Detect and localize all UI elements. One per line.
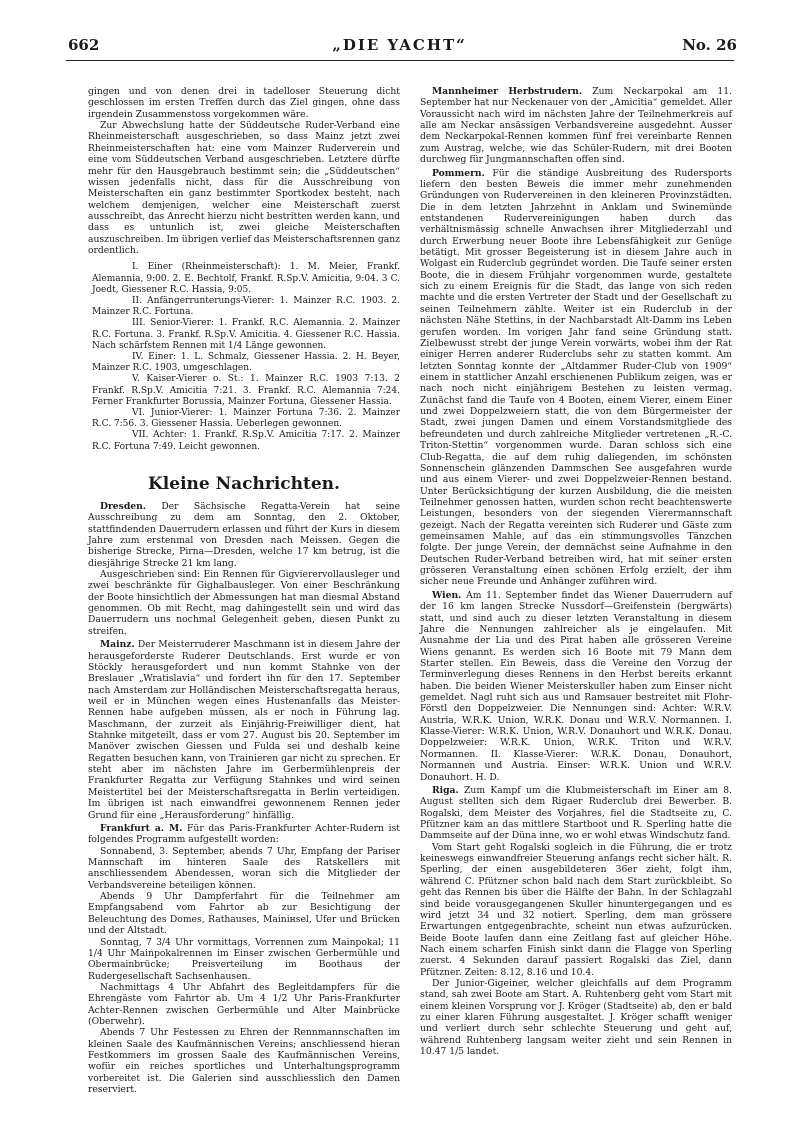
page-number: 662 — [68, 36, 100, 54]
news-item — [88, 823, 400, 846]
news-item — [420, 978, 732, 1058]
news-lead: Dresden. — [100, 500, 146, 512]
news-lead: Mainz. — [100, 639, 135, 651]
news-item — [420, 785, 732, 842]
news-item — [420, 590, 732, 783]
news-lead: Riga. — [432, 784, 459, 796]
news-item — [420, 168, 732, 588]
news-lead: Mannheimer Herbstrudern. — [432, 86, 583, 97]
news-item — [88, 501, 400, 569]
news-lead: Wien. — [432, 589, 462, 601]
result-item: VII. Achter: 1. Frankf. R.Sp.V. Amicitia 7:17. 2. Mainzer R.C. Fortuna 7:49. Leicht gewonnen. — [92, 430, 400, 452]
news-text: Zum Kampf um die Klubmeisterschaft im Einer am 8. August stellten sich dem Rigaer Ruderclub drei Bewerber. B. Rogalski, dem Meister des Vorjahres, fiel die Stadtseite zu, C. Pfützner kam an das mittlere Startboot und R. Sperling hatte die Dammseite auf der Düna inne, wo er wohl etwas Windschutz fand. — [420, 784, 732, 842]
header-rule — [66, 60, 734, 61]
result-item: VI. Junior-Vierer: 1. Mainzer Fortuna 7:36. 2. Mainzer R.C. 7:56. 3. Giessener Hassia. Ueberlegen gewonnen. — [92, 408, 400, 430]
result-item: V. Kaiser-Vierer o. St.: 1. Mainzer R.C. 1903 7:13. 2 Frankf. R.Sp.V. Amicitia 7:21. 3. Frankf. R.C. Alemannia 7:24. Ferner Frankfurter Borussia, Mainzer Fortuna, Giessener Hassia. — [92, 374, 400, 407]
news-text: Nachmittags 4 Uhr Abfahrt des Begleitdampfers für die Ehrengäste vom Fahrtor ab. Um 4 1/2 Uhr Paris-Frankfurter Achter-Rennen zwischen Gerbermühle und Alter Mainbrücke (Oberwehr). — [88, 981, 400, 1028]
news-text: Der Junior-Gigeiner, welcher gleichfalls auf dem Programm stand, sah zwei Boote am Start. A. Ruhtenberg geht vom Start mit einem kleinen Vorsprung vor J. Kröger (Stadtseite) ab, den er bald zu einer klaren Führung ausgestaltet. J. Kröger schafft weniger und verliert durch sehr schlechte Steuerung und geht auf, während Ruhtenberg langsam weiter zieht und sein Rennen in 10.47 1/5 landet. — [420, 978, 732, 1058]
news-text: Sonntag, 7 3/4 Uhr vormittags, Vorrennen zum Mainpokal; 11 1/4 Uhr Mainpokalrennen im Einser zwischen Gerbermühle und Obermainbrücke; Preisverteilung im Boothaus der Rudergesellschaft Sachsenhausen. — [88, 936, 400, 982]
news-text: Der Meisterruderer Maschmann ist in diesem Jahre der herausgeforderste Ruderer Deutschlands. Erst wurde er von Stöckly herausgefordert und nun kommt Stahnke von der Breslauer „Wratislavia“ und fordert ihn für den 17. September nach Amsterdam zur Holländischen Meisterschaftsregatta heraus, weil er in München wegen eines Hustenanfalls das Meister-Rennen habe aufgeben müssen, als er noch in Führung lag. Maschmann, der zurzeit als Einjährig-Freiwilliger dient, hat Stahnke mitgeteilt, dass er vom 27. August bis 20. September im Manöver zwischen Giessen und Fulda sei und deshalb keine Regatten besuchen kann, von Trainieren gar nicht zu sprechen. Er steht aber im nächsten Jahre im Gerbermühlenpreis der Frankfurter Regatta zur Verfügung Stahnkes und wird seinen Meistertitel bei der Meisterschaftsregatta in Berlin verteidigen. Im übrigen ist nach einwandfrei gewonnenem Rennen jeder Grund für eine „Herausforderung“ hinfällig. — [88, 639, 400, 821]
news-text: Abends 7 Uhr Festessen zu Ehren der Rennmannschaften im kleinen Saale des Kaufmännischen Vereins; anschliessend hieran Festkommers im grossen Saale des Kaufmännischen Vereins, wofür ein reiches sportliches und Unterhaltungsprogramm vorbereitet ist. Die Galerien sind ausschliesslich den Damen reserviert. — [88, 1027, 400, 1096]
result-item: IV. Einer: 1. L. Schmalz, Giessener Hassia. 2. H. Beyer, Mainzer R.C. 1903, umgeschlagen. — [92, 352, 400, 374]
issue-number: No. 26 — [682, 36, 737, 54]
news-lead: Frankfurt a. M. — [100, 822, 183, 834]
news-text: Für die ständige Ausbreitung des Rudersports liefern den besten Beweis die immer mehr zunehmenden Gründungen von Rudervereinen in den kleineren Provinzstädten. Die in dem letzten Jahrzehnt in Anklam und Swinemünde entstandenen Rudervereinigungen haben durch das verhältnismässig schnelle Anwachsen ihrer Mitgliederzahl und durch Erwerbung neuer Boote ihre Lebensfähigkeit zur Genüge betätigt. Mit grosser Begeisterung ist in diesem Jahre auch in Wolgast ein Ruderclub gegründet worden. Die Taufe seiner ersten Boote, die in diesem Frühjahr vorgenommen wurde, gestaltete sich zu einem Ereignis für die Stadt, das lange von sich reden machte und die ersten Vertreter der Stadt und der Gesellschaft zu seinen Teilnehmern zählte. Weiter ist ein Ruderclub in der nächsten Nähe Stettins, in der Nachbarstadt Alt-Damm ins Leben gerufen worden. Im vorigen Jahr fand seine Gründung statt. Zielbewusst strebt der junge Verein vorwärts, wobei ihm der Rat einiger Herren anderer Ruderclubs sehr zu statten kommt. Am letzten Sonntag konnte der „Altdammer Ruder-Club von 1909“ einem in stattlicher Anzahl erschienenen Publikum zeigen, was er nach noch nicht einjährigem Bestehen zu leisten vermag. Zunächst fand die Taufe von 4 Booten, einem Vierer, einem Einer und zwei Doppelzweiern statt, die von dem Bürgermeister der Stadt, zwei jungen Damen und einem Vorstandsmitgliede des befreundeten und durch zahlreiche Mitglieder vertretenen „R.-C. Triton-Stettin“ vorgenommen wurde. Daran schloss sich eine Club-Regatta, die auf dem ruhig daliegenden, im schönsten Sonnenschein glänzenden Dammschen See ausgefahren wurde und aus einem Vierer- und zwei Doppelzweier-Rennen bestand. Unter Berücksichtigung der kurzen Ausbildung, die die meisten Teilnehmer genossen hatten, wurden schon recht beachtenswerte Leistungen, besonders von der siegenden Vierermannschaft gezeigt. Nach der Regatta vereinten sich Ruderer und Gäste zum gemeinsamen Mahle, auf das ein stimmungsvolles Tänzchen folgte. Der junge Verein, der demnächst seine Aufnahme in den Deutschen Ruder-Verband betreiben wird, hat mit seiner ersten grösseren Veranstaltung einen schönen Erfolg erzielt, der ihm sicher neue Freunde und Anhänger zuführen wird. — [420, 167, 732, 588]
left-column — [88, 86, 400, 1096]
news-item — [88, 937, 400, 982]
result-item: I. Einer (Rheinmeisterschaft): 1. M. Meier, Frankf. Alemannia, 9:00. 2. E. Bechtolf, Frankf. R.Sp.V. Amicitia, 9:04. 3 C. Joedt, Giessener R.C. Hassia, 9:05. — [92, 262, 400, 295]
news-text: Der Sächsische Regatta-Verein hat seine Ausschreibung zu dem am Sonntag, den 2. Oktober, stattfindenden Dauerrudern erlassen und führt der Kurs in diesem Jahre zum erstenmal von Dresden nach Meissen. Gegen die bisherige Strecke, Pirna—Dresden, welche 17 km betrug, ist die diesjährige Strecke 21 km lang. — [88, 500, 400, 569]
news-item — [88, 1027, 400, 1095]
news-item — [88, 891, 400, 936]
news-text: Vom Start geht Rogalski sogleich in die Führung, die er trotz keineswegs einwandfreier Steuerung anfangs recht sicher hält. R. Sperling, der einen ausgebildeteren 36er zieht, folgt ihm, während C. Pfützner schon bald nach dem Start zurückbleibt. So geht das Rennen bis über die Hälfte der Bahn. In der Schlagzahl sind beide vorausgegangenen Skuller hinuntergegangen und es wird jetzt 34 und 32 notiert. Sperling, dem man grössere Erwartungen entgegenbrachte, scheint nun etwas aufzurücken. Beide Boote laufen dann eine Zeitlang fast auf gleicher Höhe. Nach einem scharfen Finish sinkt dann die Flagge von Sperling zuerst. 4 Sekunden darauf passiert Rogalski das Ziel, dann Pfützner. Zeiten: 8.12, 8.16 und 10.4. — [420, 841, 732, 978]
result-item: II. Anfängerrunterungs-Vierer: 1. Mainzer R.C. 1903. 2. Mainzer R.C. Fortuna. — [92, 296, 400, 318]
news-item — [88, 569, 400, 637]
news-text: Abends 9 Uhr Dampferfahrt für die Teilnehmer am Empfangsabend vom Fahrtor ab zur Besichtigung der Beleuchtung des Domes, Rathauses, Mainінsel, Ufer und Brücken und der Altstadt. — [88, 891, 400, 937]
paragraph: Zur Abwechslung hatte der Süddeutsche Ruder-Verband eine Rheinmeisterschaft ausgeschrieben, so dass Mainz jetzt zwei Rheinmeisterschaften hat: eine vom Mainzer Ruderverein und eine vom Süddeutschen Verband ausgeschrieben. Letztere dürfte mehr für den Hausgebrauch bestimmt sein; die „Süddeutschen“ wissen jedenfalls nicht, dass für die Ausschreibung von Meisterschaften ein ganz bestimmter Sportkodex besteht, nach welchem demjenigen, welcher eine Meisterschaft zuerst ausschreibt, das Anrecht hierzu nicht bestritten werden kann, und dass es untunlich ist, zwei gleiche Meisterschaften auszuschreiben. Im übrigen verlief das Meisterschaftsrennen ganz ordentlich. — [88, 120, 400, 257]
news-item — [88, 639, 400, 821]
news-text: Ausgeschrieben sind: Ein Rennen für Gigvierervollausleger und zwei beschränkte für Gighalbausleger. Von einer Beschränkung der Boote hinsichtlich der Abmessungen hat man diesmal Abstand genommen. Ob mit Recht, mag dahingestellt sein und wird das Dauerrudern uns nochmal Gelegenheit geben, diesen Punkt zu streifen. — [88, 569, 400, 637]
news-lead: Pommern. — [432, 167, 485, 179]
paragraph: gingen und von denen drei in tadelloser Steuerung dicht geschlossen im ersten Treffen durch das Ziel gingen, ohne dass irgendein Zusammenstoss vorgekommen wäre. — [88, 86, 400, 120]
news-text: Für das Paris-Frankfurter Achter-Rudern ist folgendes Programm aufgestellt worden: — [88, 822, 400, 846]
right-column — [420, 86, 732, 1058]
result-item: III. Senior-Vierer: 1. Frankf. R.C. Alemannia. 2. Mainzer R.C. Fortuna. 3. Frankf. R.Sp.V. Amicitia. 4. Giessener R.C. Hassia. Nach schärfstem Rennen mit 1/4 Länge gewonnen. — [92, 318, 400, 351]
news-item — [88, 982, 400, 1027]
journal-title: „DIE YACHT“ — [332, 36, 467, 54]
section-heading: Kleine Nachrichten. — [148, 473, 340, 494]
news-text: Zum Neckarpokal am 11. September hat nur Neckenauer von der „Amicitia“ gemeldet. Aller Voraussicht nach wird im nächsten Jahre der Teilnehmerkreis auf alle am Neckar ansässigen Verbandsvereine ausgedehnt. Ausser dem Neckarpokal-Rennen kommen fünf frei vereinbarte Rennen zum Austrag, welche, wie das Schüler-Rudern, mit drei Booten durchweg für Jungmannschaften offen sind. — [420, 86, 733, 166]
news-text: Am 11. September findet das Wiener Dauerrudern auf der 16 km langen Strecke Nussdorf—Greifenstein (bergwärts) statt, und sind auch zu dieser letzten Veranstaltung in diesem Jahre die Nennungen zahlreicher als je eingelaufen. Mit Ausnahme der Lia und des Pirat haben alle grösseren Vereine Wiens genannt. Es werden sich 16 Boote mit 79 Mann dem Starter stellen. Ein Beweis, dass die Vereine den Vorzug der Terminverlegung dieses Rennens in den Herbst bereits erkannt haben. Die beiden Wiener Meisterskuller haben zum Einser nicht gemeldet. Nagl ruht sich aus und Ramsauer bestreitet mit Flohr-Förstl den Doppelzweier. Die Nennungen sind: Achter: W.R.V. Austria, W.R.K. Union, W.R.K. Donau und W.R.V. Normannen. I. Klasse-Vierer: W.R.K. Union, W.R.V. Donauhort und W.R.K. Donau. Doppelzweier: W.R.K. Union, W.R.K. Triton und W.R.V. Normannen. II. Klasse-Vierer: W.R.K. Donau, Donauhort, Normannen und Austria. Einser: W.R.K. Union und W.R.V. Donauhort. H. D. — [420, 589, 732, 783]
news-text: Sonnabend, 3. September, abends 7 Uhr, Empfang der Pariser Mannschaft im hinteren Saale des Ratskellers mit anschliessendem Abendessen, woran sich die Mitglieder der Verbandsvereine beteiligen können. — [88, 845, 400, 891]
news-item — [420, 842, 732, 978]
results-list — [88, 262, 400, 452]
news-item — [420, 86, 732, 166]
news-item — [88, 846, 400, 891]
